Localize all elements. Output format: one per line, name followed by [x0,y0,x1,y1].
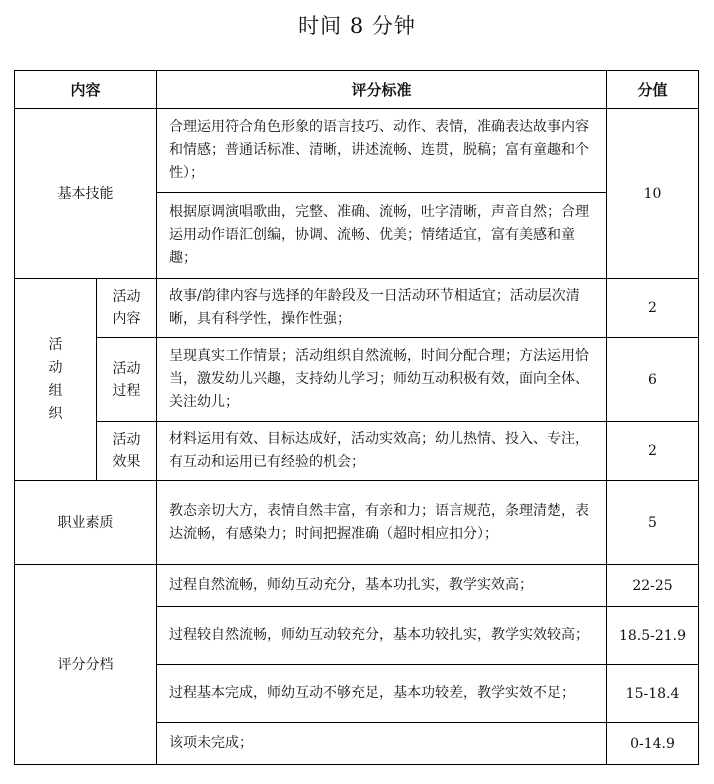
criteria-cell: 过程自然流畅，师幼互动充分，基本功扎实，教学实效高； [157,565,607,607]
header-content: 内容 [15,71,157,109]
category-activity-org: 活 动 组 织 [15,279,97,481]
table-row [15,481,699,565]
criteria-cell: 故事/韵律内容与选择的年龄段及一日活动环节相适宜；活动层次清晰，具有科学性，操作性强； [157,279,607,338]
score-cell: 22-25 [607,565,699,607]
category-grading: 评分分档 [15,565,157,765]
subcategory-cell: 活动 过程 [97,338,157,422]
criteria-cell: 过程基本完成，师幼互动不够充足，基本功较差，教学实效不足； [157,665,607,723]
criteria-cell: 该项未完成； [157,723,607,765]
category-professional: 职业素质 [15,481,157,565]
score-cell: 5 [607,481,699,565]
criteria-cell: 过程较自然流畅，师幼互动较充分，基本功较扎实，教学实效较高； [157,607,607,665]
criteria-cell: 材料运用有效、目标达成好，活动实效高；幼儿热情、投入、专注，有互动和运用已有经验的机会； [157,422,607,481]
header-criteria: 评分标准 [157,71,607,109]
table-row [15,422,699,481]
table-row [15,109,699,193]
score-cell: 15-18.4 [607,665,699,723]
table-row [15,565,699,607]
score-cell: 2 [607,279,699,338]
score-cell: 18.5-21.9 [607,607,699,665]
criteria-cell: 合理运用符合角色形象的语言技巧、动作、表情，准确表达故事内容和情感；普通话标准、清晰，讲述流畅、连贯，脱稿；富有童趣和个性）； [157,109,607,193]
page-title: 时间 8 分钟 [298,14,416,38]
header-score: 分值 [607,71,699,109]
subcategory-cell: 活动 效果 [97,422,157,481]
score-cell: 0-14.9 [607,723,699,765]
score-cell: 2 [607,422,699,481]
score-cell: 10 [607,109,699,279]
header-row [15,71,699,109]
scoring-table [14,70,699,765]
criteria-cell: 呈现真实工作情景；活动组织自然流畅，时间分配合理；方法运用恰当，激发幼儿兴趣，支持幼儿学习；师幼互动积极有效，面向全体、关注幼儿； [157,338,607,422]
category-basic-skills: 基本技能 [15,109,157,279]
subcategory-cell: 活动 内容 [97,279,157,338]
criteria-cell: 根据原调演唱歌曲，完整、准确、流畅，吐字清晰，声音自然；合理运用动作语汇创编，协调、流畅、优美；情绪适宜，富有美感和童趣； [157,193,607,279]
table-row [15,338,699,422]
criteria-cell: 教态亲切大方，表情自然丰富，有亲和力；语言规范，条理清楚，表达流畅，有感染力；时间把握准确（超时相应扣分）； [157,481,607,565]
score-cell: 6 [607,338,699,422]
table-row [15,279,699,338]
